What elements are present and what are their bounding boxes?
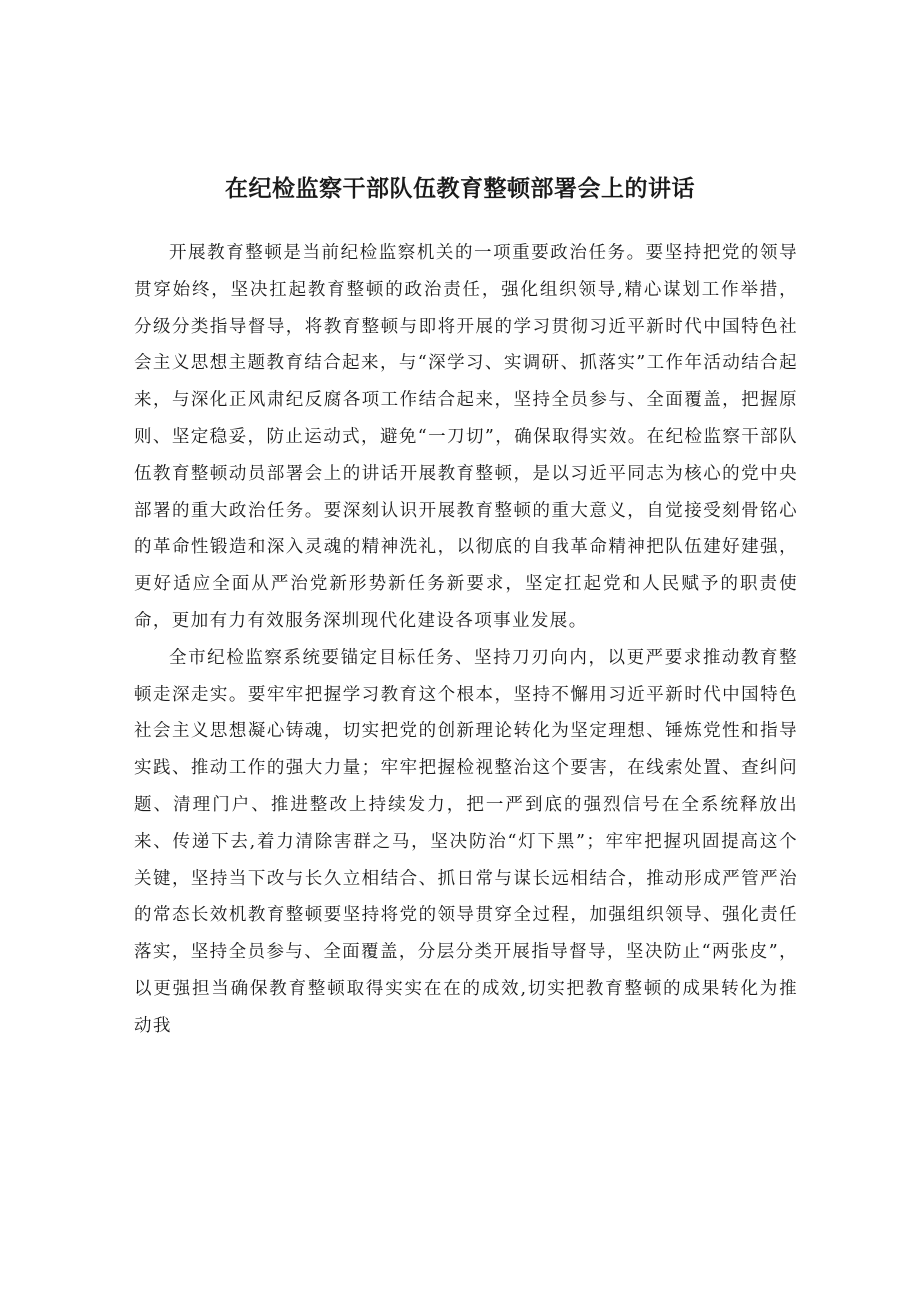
document-body bbox=[134, 235, 798, 1045]
paragraph: 全市纪检监察系统要锚定目标任务、坚持刀刃向内，以更严要求推动教育整顿走深走实。要牢牢把握学习教育这个根本，坚持不懈用习近平新时代中国特色社会主义思想凝心铸魂，切实把党的创新理论转化为坚定理想、锤炼党性和指导实践、推动工作的强大力量；牢牢把握检视整治这个要害，在线索处置、查纠问题、清理门户、推进整改上持续发力，把一严到底的强烈信号在全系统释放出来、传递下去,着力清除害群之马，坚决防治“灯下黑”；牢牢把握巩固提高这个关键，坚持当下改与长久立相结合、抓日常与谋长远相结合，推动形成严管严治的常态长效机教育整顿要坚持将党的领导贯穿全过程，加强组织领导、强化责任落实，坚持全员参与、全面覆盖，分层分类开展指导督导，坚决防止“两张皮”，以更强担当确保教育整顿取得实实在在的成效,切实把教育整顿的成果转化为推动我 bbox=[134, 647, 798, 1036]
paragraph: 开展教育整顿是当前纪检监察机关的一项重要政治任务。要坚持把党的领导贯穿始终，坚决扛起教育整顿的政治责任，强化组织领导,精心谋划工作举措，分级分类指导督导，将教育整顿与即将开展的学习贯彻习近平新时代中国特色社会主义思想主题教育结合起来，与“深学习、实调研、抓落实”工作年活动结合起来，与深化正风肃纪反腐各项工作结合起来，坚持全员参与、全面覆盖，把握原则、坚定稳妥，防止运动式，避免“一刀切”，确保取得实效。在纪检监察干部队伍教育整顿动员部署会上的讲话开展教育整顿，是以习近平同志为核心的党中央部署的重大政治任务。要深刻认识开展教育整顿的重大意义，自觉接受刻骨铭心的革命性锻造和深入灵魂的精神洗礼，以彻底的自我革命精神把队伍建好建强，更好适应全面从严治党新形势新任务新要求，坚定扛起党和人民赋予的职责使命，更加有力有效服务深圳现代化建设各项事业发展。 bbox=[134, 243, 798, 631]
document-title: 在纪检监察干部队伍教育整顿部署会上的讲话 bbox=[225, 176, 695, 202]
